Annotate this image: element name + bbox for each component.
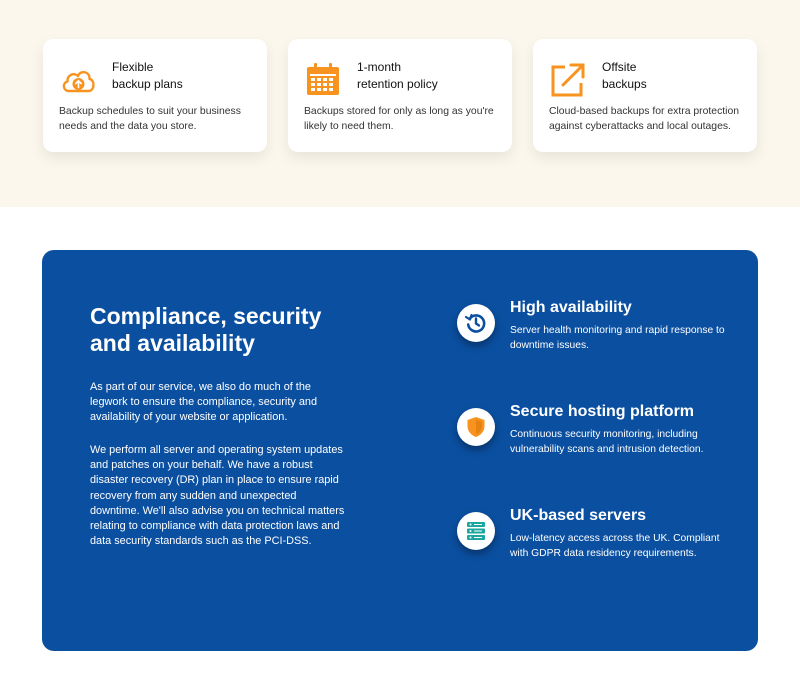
server-icon xyxy=(457,512,495,550)
shield-icon xyxy=(457,408,495,446)
external-arrow-icon xyxy=(549,61,587,99)
compliance-paragraph: As part of our service, we also do much of the legwork to ensure the compliance, security and availability of your website or application. xyxy=(90,381,318,424)
feature-title: Secure hosting platform xyxy=(510,403,695,420)
cloud-upload-icon xyxy=(59,61,97,99)
plan-card-retention xyxy=(288,39,512,152)
compliance-title: Compliance, security and availability xyxy=(90,303,322,356)
plan-card-offsite xyxy=(533,39,757,152)
feature-title: UK-based servers xyxy=(510,507,647,524)
plan-title: Flexible backup plans xyxy=(112,60,183,91)
plan-description: Backups stored for only as long as you're likely to need them. xyxy=(304,106,494,132)
feature-description: Low-latency access across the UK. Compliant with GDPR data residency requirements. xyxy=(510,533,720,559)
plan-title: Offsite backups xyxy=(602,60,647,91)
history-icon xyxy=(457,304,495,342)
feature-title: High availability xyxy=(510,299,632,316)
plan-description: Cloud-based backups for extra protection against cyberattacks and local outages. xyxy=(549,106,740,132)
feature-description: Server health monitoring and rapid response to downtime issues. xyxy=(510,325,725,351)
feature-description: Continuous security monitoring, including vulnerability scans and intrusion detection. xyxy=(510,429,704,455)
calendar-icon xyxy=(304,61,342,99)
plan-description: Backup schedules to suit your business needs and the data you store. xyxy=(59,106,241,132)
compliance-paragraph: We perform all server and operating system updates and patches on your behalf. We have a robust disaster recovery (DR) plan in place to ensure rapid recovery from any sudden and unexpected downtime. We'll also advise you on technical matters relating to compliance with data protection laws and data security standards such as the PCI-DSS. xyxy=(90,444,345,548)
plan-card-flexible xyxy=(43,39,267,152)
plan-title: 1-month retention policy xyxy=(357,60,438,91)
